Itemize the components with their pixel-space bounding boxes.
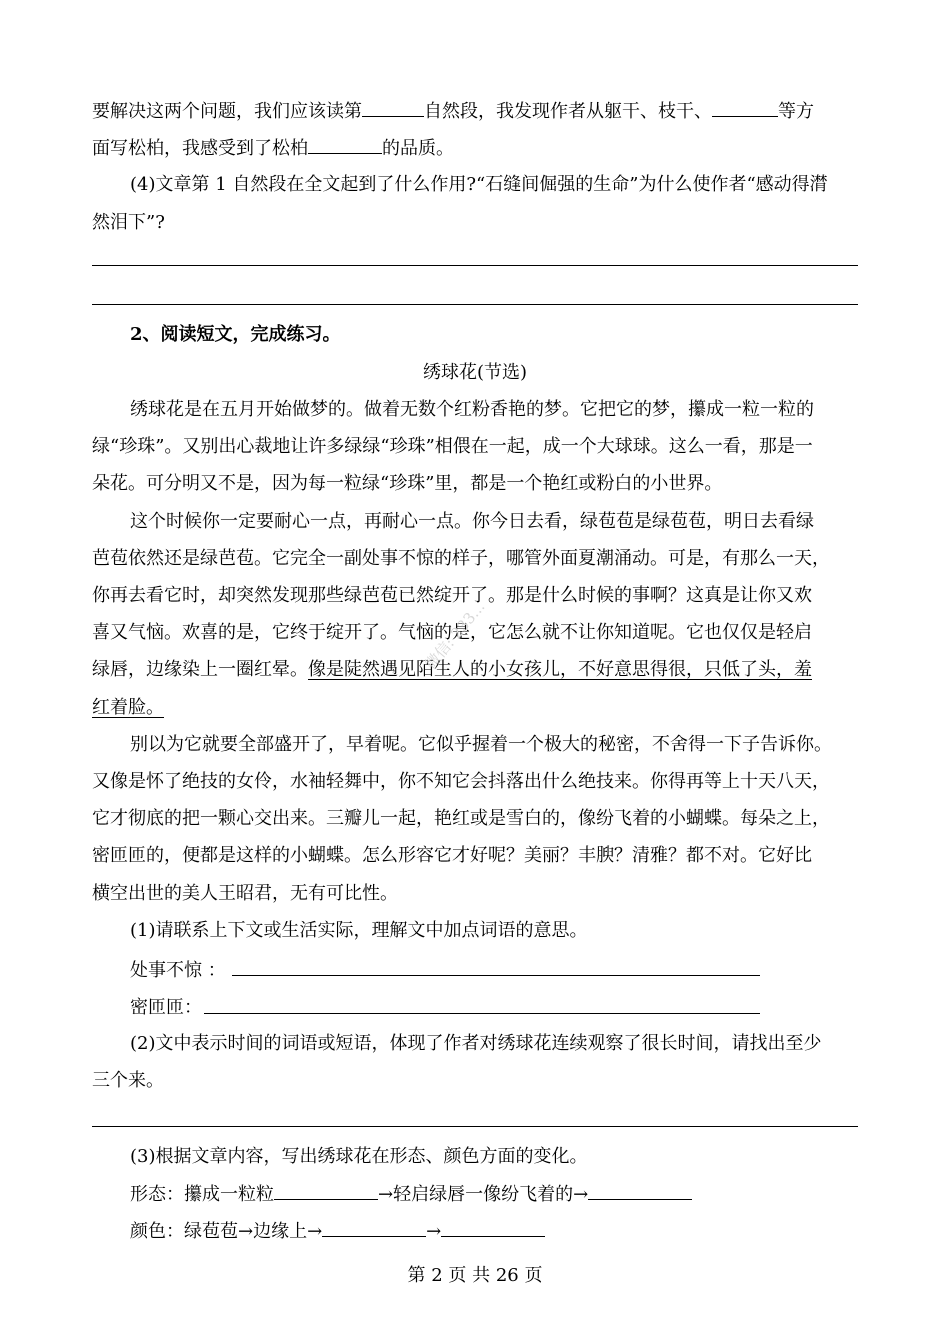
q1-text: 面写松柏，我感受到了松柏	[92, 138, 308, 159]
answer-line[interactable]	[204, 1013, 760, 1014]
section-heading: 2、阅读短文，完成练习。	[130, 324, 341, 345]
answer-blank[interactable]	[308, 135, 382, 154]
question-1: (1)请联系上下文或生活实际，理解文中加点词语的意思。	[130, 920, 588, 941]
q4-line1: (4)文章第 1 自然段在全文起到了什么作用?“石缝间倔强的生命”为什么使作者“感动得潸	[130, 174, 828, 195]
passage-line: 喜又气恼。欢喜的是，它终于绽开了。气恼的是，它怎么就不让你知道呢。它也仅仅是轻启	[92, 622, 812, 643]
answer-blank[interactable]	[588, 1181, 692, 1200]
color-label: 颜色：绿苞苞→边缘上→	[130, 1221, 323, 1242]
answer-blank[interactable]	[441, 1218, 545, 1237]
answer-line[interactable]	[92, 1126, 858, 1127]
answer-blank[interactable]	[712, 98, 778, 117]
passage-title: 绣球花(节选)	[422, 362, 528, 383]
passage-line: 芭苞依然还是绿芭苞。它完全一副处事不惊的样子，哪管外面夏潮涌动。可是，有那么一天，	[92, 548, 830, 569]
q1-text: 的品质。	[382, 138, 454, 159]
answer-blank[interactable]	[322, 1218, 426, 1237]
passage-line: 又像是怀了绝技的女伶，水袖轻舞中，你不知它会抖落出什么绝技来。你得再等上十天八天，	[92, 771, 830, 792]
passage-line: 绣球花是在五月开始做梦的。做着无数个红粉香艳的梦。它把它的梦，攥成一粒一粒的	[130, 399, 814, 420]
passage-line: 它才彻底的把一颗心交出来。三瓣儿一起，艳红或是雪白的，像纷飞着的小蝴蝶。每朵之上，	[92, 808, 830, 829]
shape-mid: →轻启绿唇一像纷飞着的→	[378, 1184, 589, 1205]
q1-text: 自然段，我发现作者从躯干、枝干、	[424, 101, 712, 122]
answer-line[interactable]	[92, 265, 858, 266]
question-2-line1: (2)文中表示时间的词语或短语，体现了作者对绣球花连续观察了很长时间，请找出至少	[130, 1033, 822, 1054]
q1-part3-line2	[92, 135, 858, 162]
underlined-sentence: 红着脸。	[92, 697, 164, 718]
passage-line: 密匝匝的，便都是这样的小蝴蝶。怎么形容它才好呢？美丽？丰腴？清雅？都不对。它好比	[92, 845, 812, 866]
q1-part3-line1	[92, 98, 858, 125]
question-1-item2-label: 密匝匝：	[130, 997, 202, 1018]
answer-line[interactable]	[92, 304, 858, 305]
underlined-sentence: 像是陡然遇见陌生人的小女孩儿，不好意思得很，只低了头，羞	[308, 659, 812, 680]
passage-text: 绿唇，边缘染上一圈红晕。	[92, 659, 308, 680]
q1-text: 要解决这两个问题，我们应该读第	[92, 101, 362, 122]
q1-text: 等方	[778, 101, 814, 122]
answer-blank[interactable]	[274, 1181, 378, 1200]
passage-line	[92, 657, 858, 683]
q4-line2: 然泪下”?	[92, 212, 165, 233]
question-3: (3)根据文章内容，写出绣球花在形态、颜色方面的变化。	[130, 1146, 588, 1167]
passage-line: 横空出世的美人王昭君，无有可比性。	[92, 883, 398, 904]
answer-blank[interactable]	[362, 98, 424, 117]
answer-line[interactable]	[232, 975, 760, 976]
question-1-item1-label: 处事不惊 ：	[130, 960, 226, 981]
passage-line: 绿“珍珠”。又别出心裁地让许多绿绿“珍珠”相偎在一起，成一个大球球。这么一看，那是一	[92, 436, 813, 457]
question-2-line2: 三个来。	[92, 1070, 164, 1091]
watermark: 微信: 233...	[421, 597, 489, 673]
passage-line: 别以为它就要全部盛开了，早着呢。它似乎握着一个极大的秘密，不舍得一下子告诉你。	[130, 734, 832, 755]
question-3-shape	[130, 1181, 858, 1208]
passage-line: 你再去看它时，却突然发现那些绿芭苞已然绽开了。那是什么时候的事啊？这真是让你又欢	[92, 585, 812, 606]
passage-line	[92, 695, 858, 721]
arrow: →	[426, 1221, 442, 1242]
passage-line: 朵花。可分明又不是，因为每一粒绿“珍珠”里，都是一个艳红或粉白的小世界。	[92, 473, 723, 494]
page-footer: 第 2 页 共 26 页	[407, 1265, 543, 1286]
shape-label: 形态：攥成一粒粒	[130, 1184, 274, 1205]
question-3-color	[130, 1218, 858, 1245]
passage-line: 这个时候你一定要耐心一点，再耐心一点。你今日去看，绿苞苞是绿苞苞，明日去看绿	[130, 511, 814, 532]
